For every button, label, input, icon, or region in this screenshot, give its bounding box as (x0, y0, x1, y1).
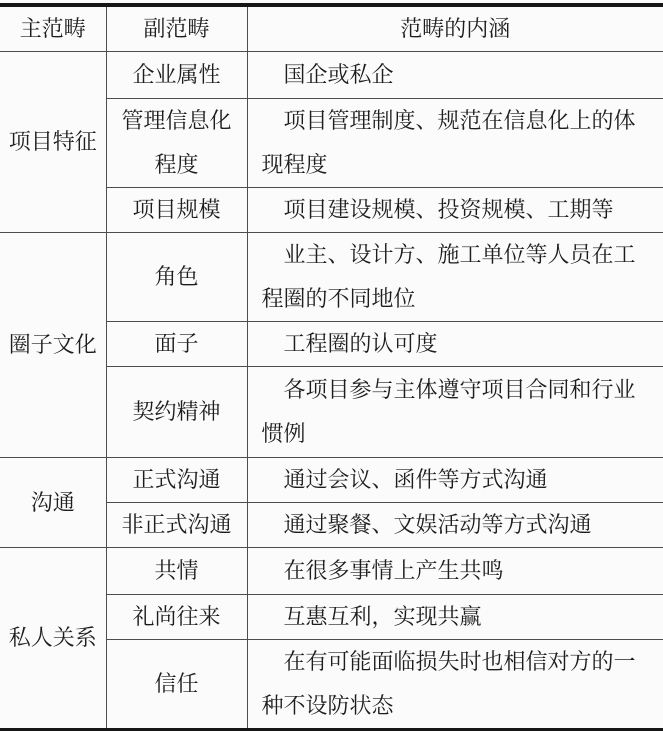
description-cell: 项目管理制度、规范在信息化上的体现程度 (247, 99, 663, 188)
table-row (0, 233, 663, 322)
category-table (0, 3, 663, 731)
description-cell: 互惠互利，实现共赢 (247, 595, 663, 640)
sub-category-cell: 管理信息化程度 (106, 99, 247, 188)
sub-category-cell: 契约精神 (106, 367, 247, 458)
description-cell: 在很多事情上产生共鸣 (247, 548, 663, 595)
sub-category-cell: 项目规模 (106, 188, 247, 233)
main-category-cell-circle-culture: 圈子文化 (0, 233, 106, 458)
sub-category-cell: 礼尚往来 (106, 595, 247, 640)
main-category-cell-project-features: 项目特征 (0, 52, 106, 233)
description-cell: 通过聚餐、文娱活动等方式沟通 (247, 503, 663, 548)
description-cell: 在有可能面临损失时也相信对方的一种不设防状态 (247, 640, 663, 730)
sub-category-cell: 企业属性 (106, 52, 247, 99)
description-cell: 工程圈的认可度 (247, 322, 663, 367)
header-main-category: 主范畴 (0, 5, 106, 52)
sub-category-cell: 信任 (106, 640, 247, 730)
header-connotation: 范畴的内涵 (247, 5, 663, 52)
main-category-cell-personal-relations: 私人关系 (0, 548, 106, 730)
sub-category-cell: 角色 (106, 233, 247, 322)
header-sub-category: 副范畴 (106, 5, 247, 52)
description-cell: 项目建设规模、投资规模、工期等 (247, 188, 663, 233)
sub-category-cell: 面子 (106, 322, 247, 367)
description-cell: 各项目参与主体遵守项目合同和行业惯例 (247, 367, 663, 458)
sub-category-cell: 正式沟通 (106, 458, 247, 503)
main-category-cell-communication: 沟通 (0, 458, 106, 548)
table-row (0, 458, 663, 503)
description-cell: 业主、设计方、施工单位等人员在工程圈的不同地位 (247, 233, 663, 322)
table-row (0, 52, 663, 99)
description-cell: 国企或私企 (247, 52, 663, 99)
sub-category-cell: 非正式沟通 (106, 503, 247, 548)
sub-category-cell: 共情 (106, 548, 247, 595)
header-row (0, 5, 663, 52)
description-cell: 通过会议、函件等方式沟通 (247, 458, 663, 503)
table-row (0, 548, 663, 595)
